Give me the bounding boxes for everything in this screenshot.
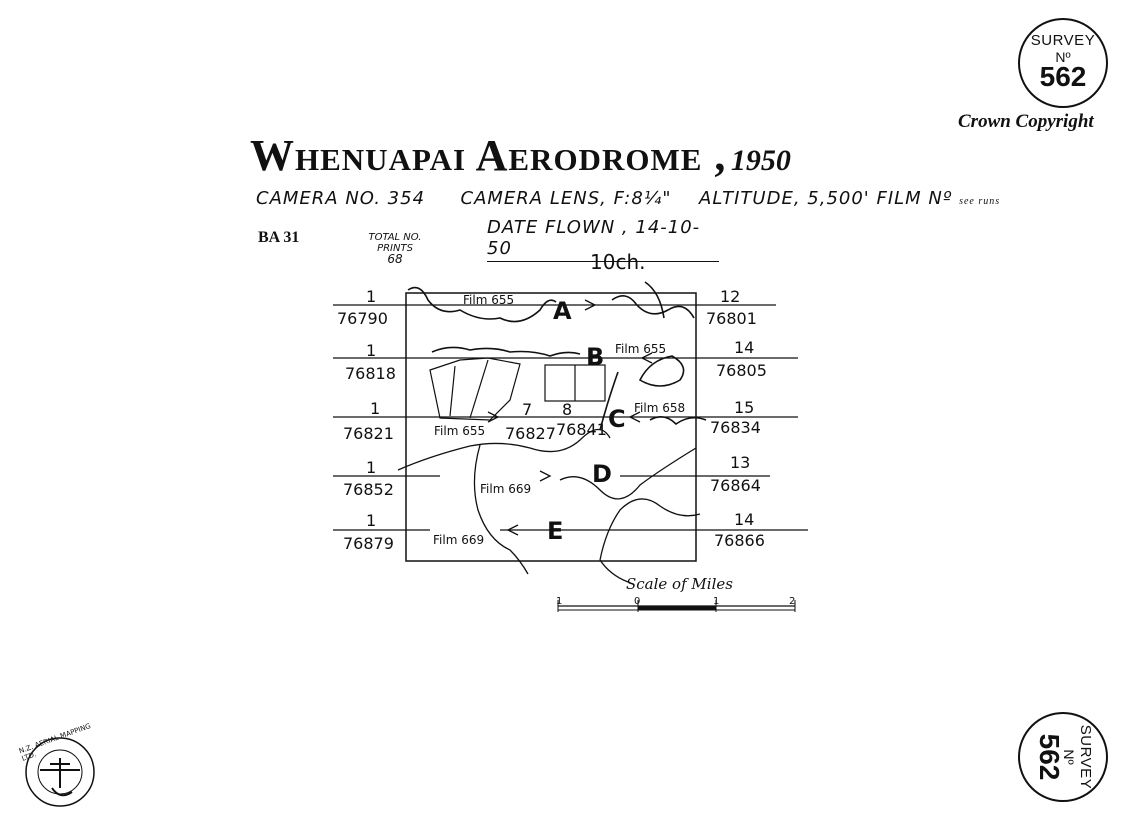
run-b-left-index: 1 [366, 341, 377, 360]
scale-label: Scale of Miles [626, 575, 733, 593]
total-prints-value: 68 [387, 252, 403, 266]
film-label-c: Film 658 [634, 401, 686, 415]
airfield-north-edge [432, 347, 580, 356]
scale-tick-label-0: 1 [556, 596, 563, 607]
stamp-no-label: Nº [1061, 749, 1077, 765]
run-d-left-number: 76852 [343, 480, 394, 499]
camera-lens: CAMERA LENS, F:8¼" [460, 188, 672, 209]
run-a-left-number: 76790 [337, 309, 388, 328]
film-label-e: Film 669 [433, 533, 485, 547]
run-letter-c: C [608, 405, 626, 433]
stamp-survey-label: SURVEY [1077, 724, 1094, 790]
run-c-left-number: 76821 [343, 424, 394, 443]
scale-tick-label-3: 2 [789, 596, 796, 607]
chain-scale: 10ch. [590, 250, 646, 274]
date-flown: DATE FLOWN , 14-10-50 [487, 217, 719, 262]
stamp-number: 562 [1039, 61, 1087, 92]
run-letter-e: E [547, 517, 564, 545]
coast-east-mid [650, 417, 706, 424]
stamp-number: 562 [1034, 733, 1065, 781]
run-c-photo-8-number: 76841 [556, 420, 607, 439]
see-runs-note: see runs [959, 196, 1001, 207]
film-label-d: Film 669 [480, 482, 532, 496]
run-letter-a: A [553, 297, 572, 325]
run-c-photo-7-number: 76827 [505, 424, 556, 443]
crown-copyright: Crown Copyright [958, 111, 1094, 132]
film-label-b: Film 655 [615, 342, 667, 356]
road-south [474, 445, 528, 574]
run-c-photo-7-index: 7 [522, 400, 533, 419]
total-prints-label: TOTAL NO. PRINTS [368, 232, 422, 254]
run-b-left-number: 76818 [345, 364, 396, 383]
camera-number: CAMERA NO. 354 [256, 188, 426, 209]
run-c-right-number: 76834 [710, 418, 761, 437]
run-b-right-index: 14 [734, 338, 755, 357]
run-d-right-number: 76864 [710, 476, 761, 495]
run-letter-b: B [586, 343, 605, 371]
airfield-outline [430, 358, 605, 420]
sheet-ref: BA 31 [258, 229, 300, 246]
run-e-left-index: 1 [366, 511, 377, 530]
title-year: 1950 [730, 144, 791, 177]
coast-north-east [612, 296, 694, 318]
run-c-left-index: 1 [370, 399, 381, 418]
run-e-right-index: 14 [734, 510, 755, 529]
run-a-right-index: 12 [720, 287, 741, 306]
scale-bar-fill [638, 606, 716, 610]
airfield-runway-2 [470, 360, 488, 418]
road-east [560, 448, 696, 499]
altitude-film: ALTITUDE, 5,500' FILM Nº [699, 188, 953, 209]
run-letter-d: D [592, 460, 612, 488]
run-d-right-index: 13 [730, 453, 751, 472]
stamp-no-label: Nº [1055, 49, 1071, 65]
stream-to-scale [600, 560, 628, 582]
run-b-right-number: 76805 [716, 361, 767, 380]
run-a-right-number: 76801 [706, 309, 757, 328]
logo-text: N.Z. AERIAL MAPPING LTD. [17, 721, 92, 763]
run-e-left-number: 76879 [343, 534, 394, 553]
stamp-survey-label: SURVEY [1030, 32, 1096, 49]
run-c-photo-8-index: 8 [562, 400, 573, 419]
title-name: Whenuapai Aerodrome , [250, 131, 727, 180]
airfield-runway-1 [450, 366, 455, 416]
scale-of-miles [558, 600, 795, 612]
film-label-c-655: Film 655 [434, 424, 486, 438]
film-label-a: Film 655 [463, 293, 515, 307]
roads [398, 429, 700, 582]
run-a-left-index: 1 [366, 287, 377, 306]
run-e-right-number: 76866 [714, 531, 765, 550]
scale-tick-label-1: 0 [634, 596, 641, 607]
airfield-boundary [430, 358, 520, 420]
run-d-left-index: 1 [366, 458, 377, 477]
run-c-right-index: 15 [734, 398, 755, 417]
arrow-run-d [540, 471, 550, 481]
scale-tick-label-2: 1 [713, 596, 720, 607]
